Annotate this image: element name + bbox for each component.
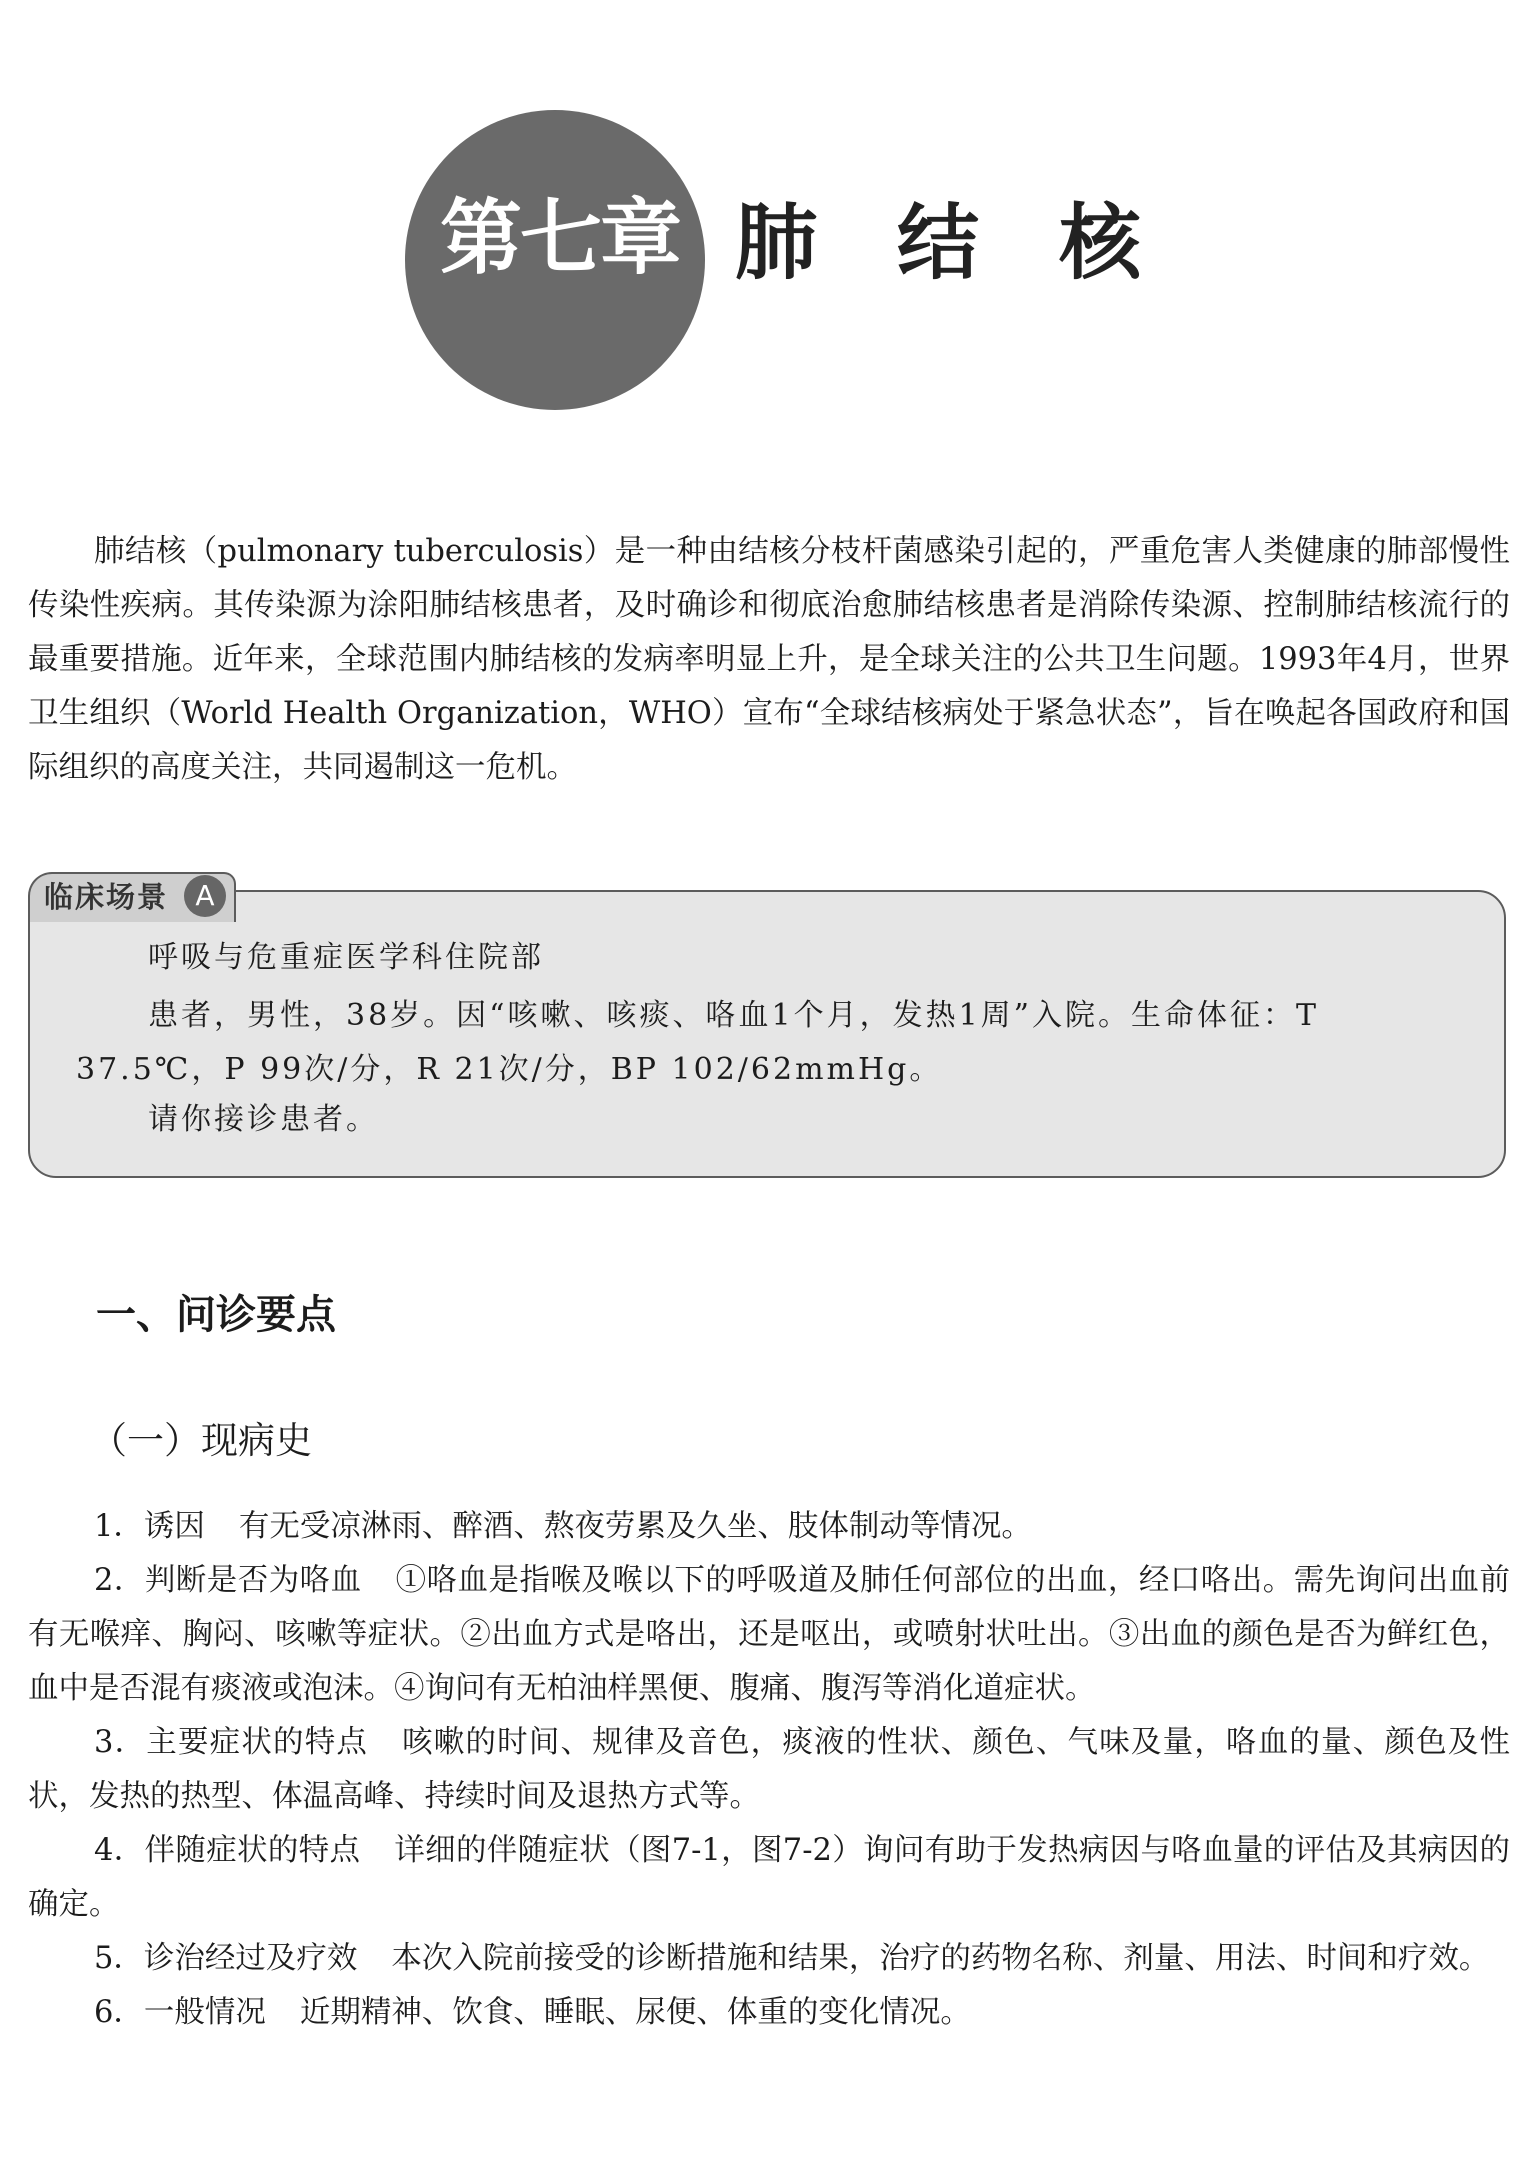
item-text: 本次入院前接受的诊断措施和结果，治疗的药物名称、剂量、用法、时间和疗效。 (391, 1941, 1490, 1976)
scene-task: 请你接诊患者。 (148, 1102, 379, 1137)
section-heading: 一、问诊要点 (96, 1292, 336, 1338)
list-item (28, 1716, 1510, 1824)
item-text: 详细的伴随症状（图7-1，图7-2）询问有助于发热病因与咯血量的评估及其病因的确定。 (28, 1833, 1511, 1922)
section-subheading: （一）现病史 (90, 1419, 312, 1462)
chapter-number: 第七章 (440, 191, 681, 286)
scene-case: 患者，男性，38岁。因“咳嗽、咳痰、咯血1个月，发热1周”入院。生命体征：T 37.5℃，P 99次/分，R 21次/分，BP 102/62mmHg。 (76, 998, 1320, 1087)
item-title: 5．诊治经过及疗效 (94, 1941, 358, 1976)
chapter-title: 肺结核 (735, 196, 1222, 291)
item-title: 3．主要症状的特点 (94, 1725, 369, 1760)
item-text: 有无受凉淋雨、醉酒、熬夜劳累及久坐、肢体制动等情况。 (238, 1509, 1032, 1544)
scene-department: 呼吸与危重症医学科住院部 (148, 940, 544, 975)
item-title: 6．一般情况 (94, 1995, 266, 2030)
list-item (28, 1824, 1510, 1932)
clinical-scene-label: 临床场景 (44, 880, 169, 914)
item-title: 1．诱因 (94, 1509, 205, 1544)
item-title: 2．判断是否为咯血 (94, 1563, 362, 1598)
item-text: ①咯血是指喉及喉以下的呼吸道及肺任何部位的出血，经口咯出。需先询问出血前有无喉痒、胸闷、咳嗽等症状。②出血方式是咯出，还是呕出，或喷射状吐出。③出血的颜色是否为鲜红色，血中是否混有痰液或泡沫。④询问有无柏油样黑便、腹痛、腹泻等消化道症状。 (28, 1563, 1511, 1706)
list-item (28, 1554, 1510, 1716)
intro-paragraph: 肺结核（pulmonary tuberculosis）是一种由结核分枝杆菌感染引起的，严重危害人类健康的肺部慢性传染性疾病。其传染源为涂阳肺结核患者，及时确诊和彻底治愈肺结核患者是消除传染源、控制肺结核流行的最重要措施。近年来，全球范围内肺结核的发病率明显上升，是全球关注的公共卫生问题。1993年4月，世界卫生组织（World Health Organization，WHO）宣布“全球结核病处于紧急状态”，旨在唤起各国政府和国际组织的高度关注，共同遏制这一危机。 (28, 534, 1510, 785)
clinical-scene-badge: A (184, 875, 226, 917)
list-item (28, 1932, 1510, 1986)
list-item (28, 1986, 1510, 2040)
item-text: 近期精神、饮食、睡眠、尿便、体重的变化情况。 (299, 1995, 971, 2030)
list-item (28, 1500, 1510, 1554)
item-text: 咳嗽的时间、规律及音色，痰液的性状、颜色、气味及量，咯血的量、颜色及性状，发热的热型、体温高峰、持续时间及退热方式等。 (28, 1725, 1511, 1814)
item-title: 4．伴随症状的特点 (94, 1833, 361, 1868)
history-items-list (28, 1500, 1510, 2040)
